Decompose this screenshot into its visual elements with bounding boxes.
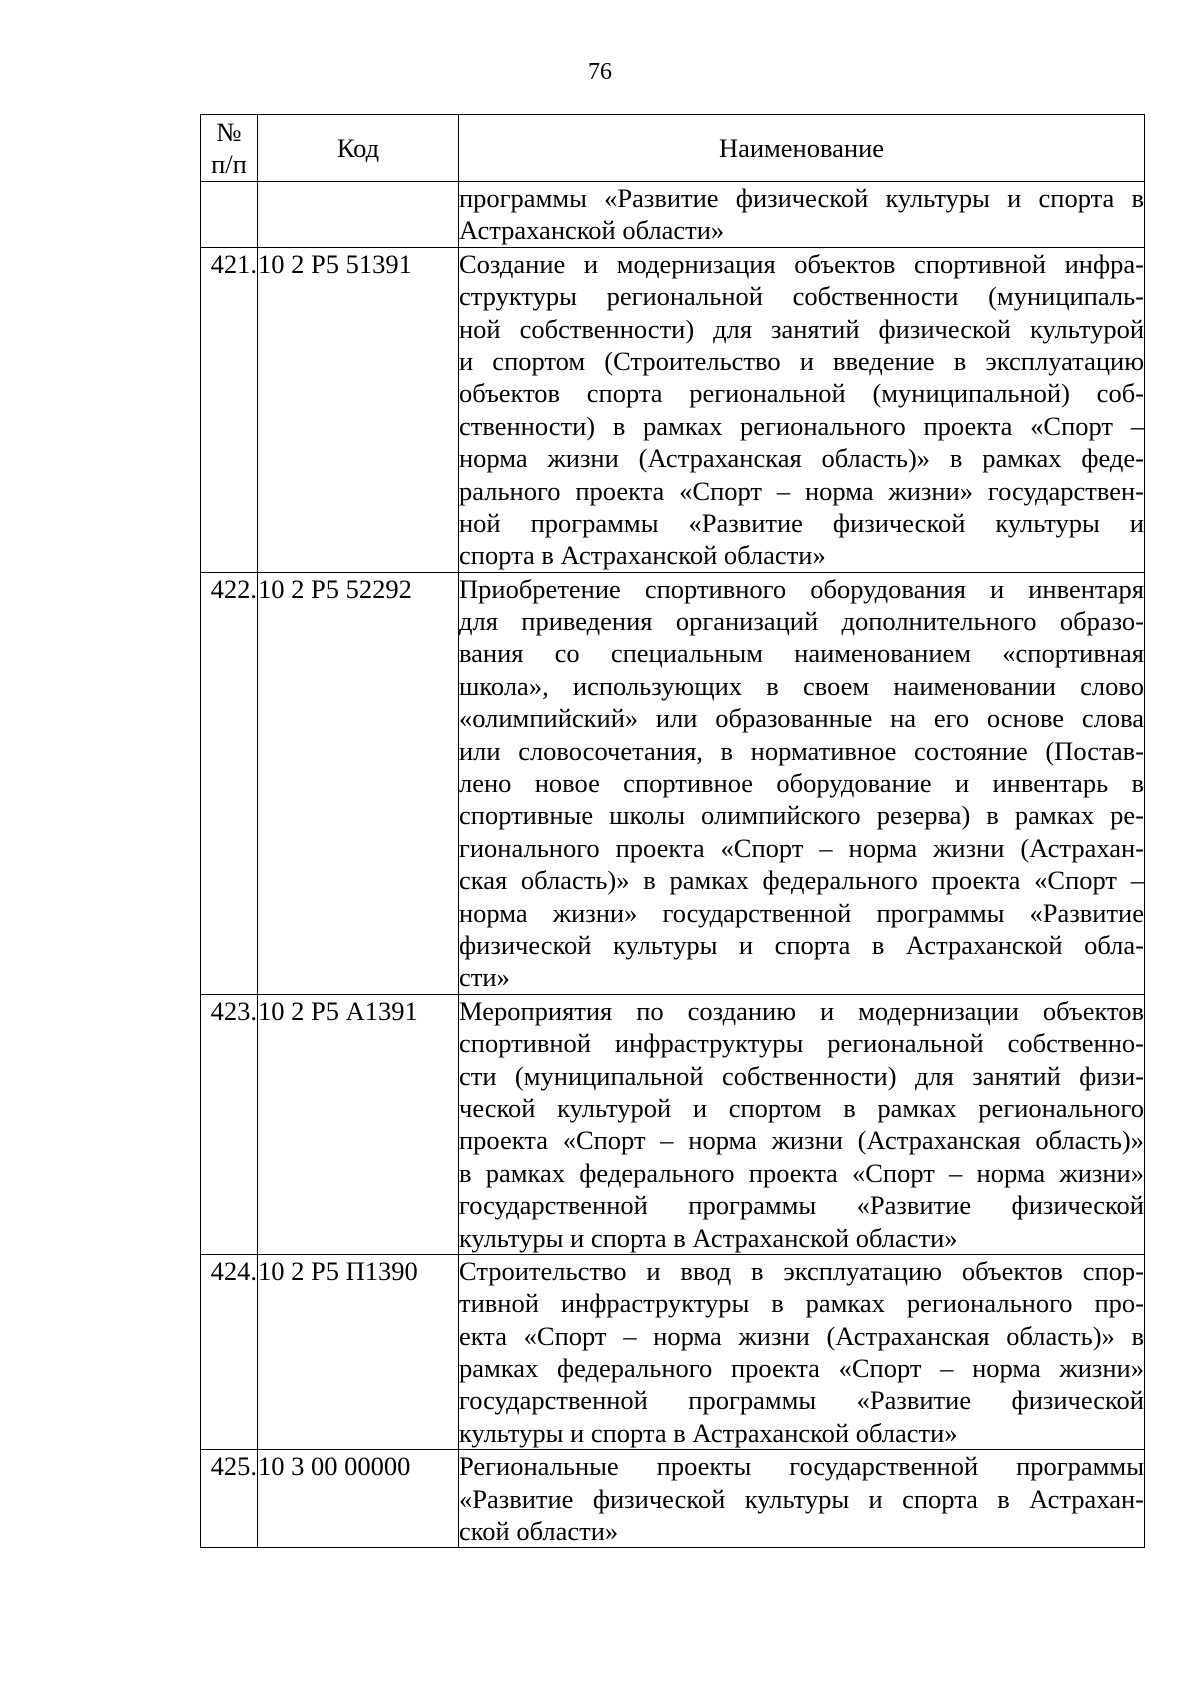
name-line: культуры и спорта в Астраханской области» xyxy=(459,1222,958,1253)
name-line: рального проекта «Спорт – норма жизни» государствен- xyxy=(459,475,1144,506)
name-line: и спортом (Строительство и введение в эксплуатацию xyxy=(459,345,1144,376)
name-line: школа», использующих в своем наименовании слово xyxy=(459,670,1144,701)
table-row xyxy=(201,247,1145,572)
row-code: 10 3 00 00000 xyxy=(258,1450,459,1548)
header-number-abbrev: п/п xyxy=(211,149,247,179)
name-line: Астраханской области» xyxy=(459,215,725,246)
header-number-sign: № xyxy=(216,117,242,147)
name-line: физической культуры и спорта в Астраханской обла- xyxy=(459,929,1144,960)
header-code: Код xyxy=(258,115,459,182)
name-line: «Развитие физической культуры и спорта в Астрахан- xyxy=(459,1483,1144,1514)
name-line: норма жизни» государственной программы «Развитие xyxy=(459,897,1144,928)
name-line: Мероприятия по созданию и модернизации объектов xyxy=(459,995,1144,1026)
name-line: ной собственности) для занятий физической культурой xyxy=(459,313,1144,344)
row-number: 424. xyxy=(201,1254,258,1449)
name-line: норма жизни (Астраханская область)» в рамках феде- xyxy=(459,443,1144,474)
name-line: тивной инфраструктуры в рамках регионального про- xyxy=(459,1288,1144,1319)
name-line: спортивные школы олимпийского резерва) в рамках ре- xyxy=(459,800,1144,831)
row-name xyxy=(459,182,1145,248)
name-line: структуры региональной собственности (муниципаль- xyxy=(459,281,1144,312)
name-line: ской области» xyxy=(459,1516,619,1547)
row-name xyxy=(459,1254,1145,1449)
header-number xyxy=(201,115,258,182)
table-row xyxy=(201,182,1145,248)
name-line: проекта «Спорт – норма жизни (Астраханская область)» xyxy=(459,1125,1144,1156)
name-line: Приобретение спортивного оборудования и инвентаря xyxy=(459,573,1144,604)
name-line: для приведения организаций дополнительного образо- xyxy=(459,606,1144,637)
row-name xyxy=(459,572,1145,994)
row-number: 422. xyxy=(201,572,258,994)
name-line: ческой культурой и спортом в рамках регионального xyxy=(459,1092,1144,1123)
table-row xyxy=(201,1450,1145,1548)
name-line: ская область)» в рамках федерального проекта «Спорт – xyxy=(459,865,1144,896)
row-code xyxy=(258,182,459,248)
name-line: сти (муниципальной собственности) для занятий физи- xyxy=(459,1060,1144,1091)
table-row xyxy=(201,1254,1145,1449)
name-line: екта «Спорт – норма жизни (Астраханская область)» в xyxy=(459,1320,1144,1351)
row-number xyxy=(201,182,258,248)
table-header xyxy=(201,115,1145,182)
page-number: 76 xyxy=(588,59,612,85)
name-line: ной программы «Развитие физической культуры и xyxy=(459,507,1144,538)
row-name xyxy=(459,1450,1145,1548)
name-line: ственности) в рамках регионального проекта «Спорт – xyxy=(459,410,1144,441)
name-line: культуры и спорта в Астраханской области» xyxy=(459,1417,958,1448)
row-code: 10 2 Р5 52292 xyxy=(258,572,459,994)
name-line: или словосочетания, в нормативное состояние (Постав- xyxy=(459,735,1144,766)
name-line: гионального проекта «Спорт – норма жизни (Астрахан- xyxy=(459,832,1144,863)
table-row xyxy=(201,994,1145,1254)
name-line: государственной программы «Развитие физической xyxy=(459,1385,1144,1416)
budget-code-table xyxy=(200,114,1145,1548)
row-code: 10 2 Р5 А1391 xyxy=(258,994,459,1254)
row-code: 10 2 Р5 П1390 xyxy=(258,1254,459,1449)
name-line: в рамках федерального проекта «Спорт – норма жизни» xyxy=(459,1157,1144,1188)
name-line: спорта в Астраханской области» xyxy=(459,540,826,571)
name-line: Региональные проекты государственной программы xyxy=(459,1451,1144,1482)
header-name: Наименование xyxy=(459,115,1145,182)
row-code: 10 2 Р5 51391 xyxy=(258,247,459,572)
name-line: Создание и модернизация объектов спортивной инфра- xyxy=(459,248,1144,279)
name-line: вания со специальным наименованием «спортивная xyxy=(459,638,1144,669)
name-line: государственной программы «Развитие физической xyxy=(459,1190,1144,1221)
name-line: сти» xyxy=(459,962,510,993)
name-line: Строительство и ввод в эксплуатацию объектов спор- xyxy=(459,1255,1144,1286)
name-line: объектов спорта региональной (муниципальной) соб- xyxy=(459,378,1144,409)
row-number: 425. xyxy=(201,1450,258,1548)
name-line: рамках федерального проекта «Спорт – норма жизни» xyxy=(459,1353,1144,1384)
name-line: «олимпийский» или образованные на его основе слова xyxy=(459,703,1144,734)
table-row xyxy=(201,572,1145,994)
table-body xyxy=(201,182,1145,1548)
name-line: спортивной инфраструктуры региональной собственно- xyxy=(459,1028,1144,1059)
name-line: программы «Развитие физической культуры и спорта в xyxy=(459,183,1144,213)
row-number: 423. xyxy=(201,994,258,1254)
row-number: 421. xyxy=(201,247,258,572)
row-name xyxy=(459,994,1145,1254)
row-name xyxy=(459,247,1145,572)
name-line: лено новое спортивное оборудование и инвентарь в xyxy=(459,768,1144,799)
